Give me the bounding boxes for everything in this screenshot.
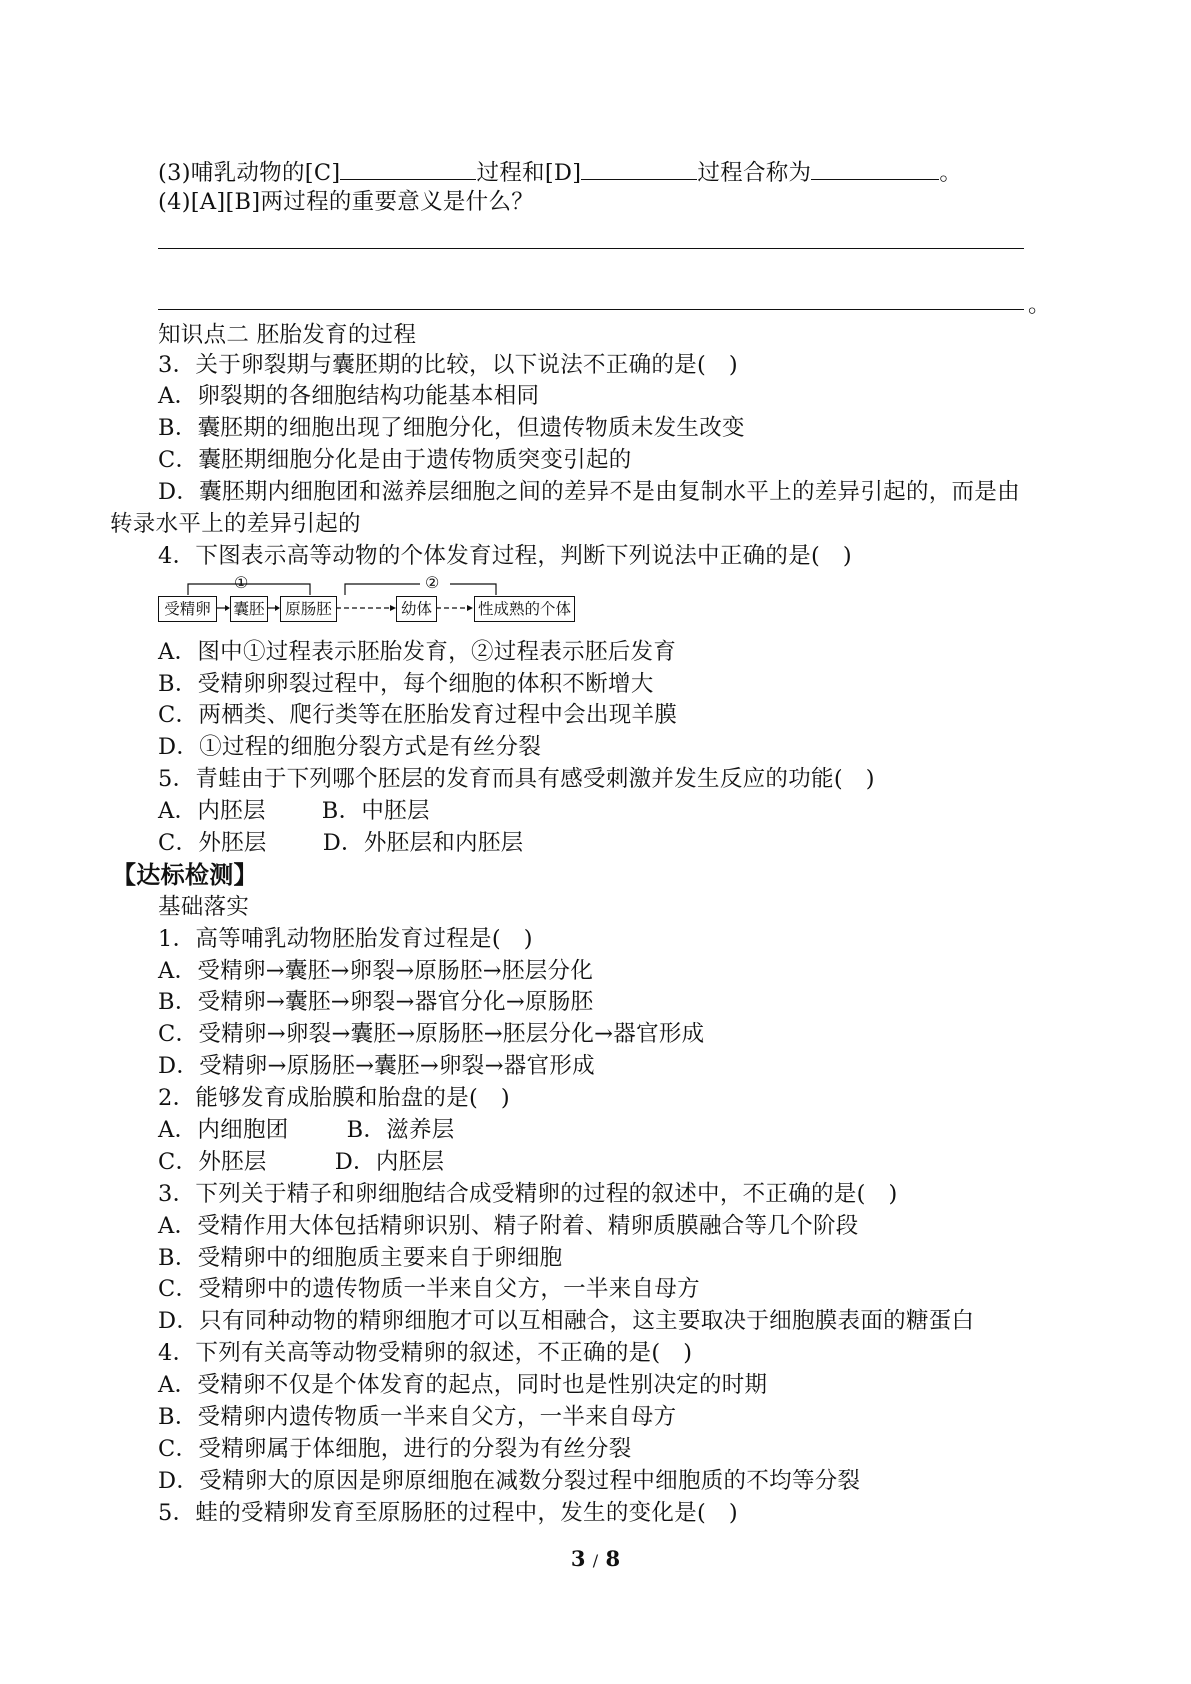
fill-q3-mid2: 过程合称为 [697,160,812,186]
question-stem: 4．下列有关高等动物受精卵的叙述，不正确的是( ) [158,1340,693,1366]
question-stem: 3．关于卵裂期与囊胚期的比较，以下说法不正确的是( ) [158,352,738,378]
question-stem: 2．能够发育成胎膜和胎盘的是( ) [158,1085,510,1111]
fill-q3-prefix: (3)哺乳动物的[C] [158,160,341,186]
page-number [0,1546,1191,1571]
process-label-2: ② [425,573,440,592]
question-stem: 5．蛙的受精卵发育至原肠胚的过程中，发生的变化是( ) [158,1500,738,1526]
option-a: A．受精作用大体包括精卵识别、精子附着、精卵质膜融合等几个阶段 [158,1213,859,1239]
stage-box: 性成熟的个体 [474,596,575,622]
answer-line[interactable] [158,309,1024,310]
option-b: B．受精卵→囊胚→卵裂→器官分化→原肠胚 [158,989,594,1015]
option-d: D．囊胚期内细胞团和滋养层细胞之间的差异不是由复制水平上的差异引起的，而是由 [158,479,1020,505]
options-row [158,1147,444,1177]
option-c: C．囊胚期细胞分化是由于遗传物质突变引起的 [158,447,632,473]
option-a: A．图中①过程表示胚胎发育，②过程表示胚后发育 [158,639,677,665]
option-a: A．受精卵不仅是个体发育的起点，同时也是性别决定的时期 [158,1372,768,1398]
question-stem: 5．青蛙由于下列哪个胚层的发育而具有感受刺激并发生反应的功能( ) [158,766,875,792]
section-title: 知识点二 胚胎发育的过程 [158,322,417,348]
option-d-continued: 转录水平上的差异引起的 [110,511,361,537]
stage-box: 幼体 [396,596,437,622]
option-b: B．受精卵中的细胞质主要来自于卵细胞 [158,1245,563,1271]
option-c: C．外胚层 [158,830,267,856]
option-d: D．受精卵→原肠胚→囊胚→卵裂→器官形成 [158,1053,595,1079]
option-b: B．中胚层 [321,798,430,824]
page-separator: / [592,1551,599,1570]
option-a: A．内胚层 [158,798,266,824]
subsection-title: 基础落实 [158,894,250,920]
section-heading: 【达标检测】 [112,860,258,889]
fill-question-4: (4)[A][B]两过程的重要意义是什么？ [158,189,535,215]
option-c: C．外胚层 [158,1149,267,1175]
option-b: B．受精卵卵裂过程中，每个细胞的体积不断增大 [158,671,654,697]
option-c: C．受精卵属于体细胞，进行的分裂为有丝分裂 [158,1436,632,1462]
question-stem: 4．下图表示高等动物的个体发育过程，判断下列说法中正确的是( ) [158,543,852,569]
answer-blank[interactable] [340,157,476,180]
option-d: D．①过程的细胞分裂方式是有丝分裂 [158,734,542,760]
fill-q3-mid1: 过程和[D] [476,160,582,186]
option-b: B．滋养层 [346,1117,455,1143]
option-d: D．只有同种动物的精卵细胞才可以互相融合，这主要取决于细胞膜表面的糖蛋白 [158,1308,975,1334]
options-row [158,1115,455,1145]
option-a: A．受精卵→囊胚→卵裂→原肠胚→胚层分化 [158,958,594,984]
question-stem: 1．高等哺乳动物胚胎发育过程是( ) [158,926,533,952]
option-b: B．受精卵内遗传物质一半来自父方，一半来自母方 [158,1404,677,1430]
stage-box: 囊胚 [230,596,268,622]
current-page: 3 [570,1546,586,1571]
total-pages: 8 [605,1546,621,1571]
option-c: C．受精卵→卵裂→囊胚→原肠胚→胚层分化→器官形成 [158,1021,705,1047]
development-flow-diagram [158,574,628,630]
fill-q3-end: 。 [939,160,963,186]
process-label-1: ① [234,573,249,592]
option-c: C．两栖类、爬行类等在胚胎发育过程中会出现羊膜 [158,702,678,728]
options-row [158,796,430,826]
option-a: A．卵裂期的各细胞结构功能基本相同 [158,383,540,409]
answer-blank[interactable] [581,157,697,180]
answer-line[interactable] [158,248,1024,249]
option-d: D．受精卵大的原因是卵原细胞在减数分裂过程中细胞质的不均等分裂 [158,1468,861,1494]
option-b: B．囊胚期的细胞出现了细胞分化，但遗传物质未发生改变 [158,415,745,441]
option-d: D．外胚层和内胚层 [322,830,524,856]
option-d: D．内胚层 [334,1149,445,1175]
answer-end-mark: 。 [1028,292,1051,318]
option-a: A．内细胞团 [158,1117,289,1143]
stage-box: 受精卵 [158,596,217,622]
options-row [158,828,523,858]
question-stem: 3．下列关于精子和卵细胞结合成受精卵的过程的叙述中，不正确的是( ) [158,1181,898,1207]
fill-question-3 [158,157,962,188]
answer-blank[interactable] [811,157,939,180]
stage-box: 原肠胚 [280,596,337,622]
option-c: C．受精卵中的遗传物质一半来自父方，一半来自母方 [158,1276,700,1302]
